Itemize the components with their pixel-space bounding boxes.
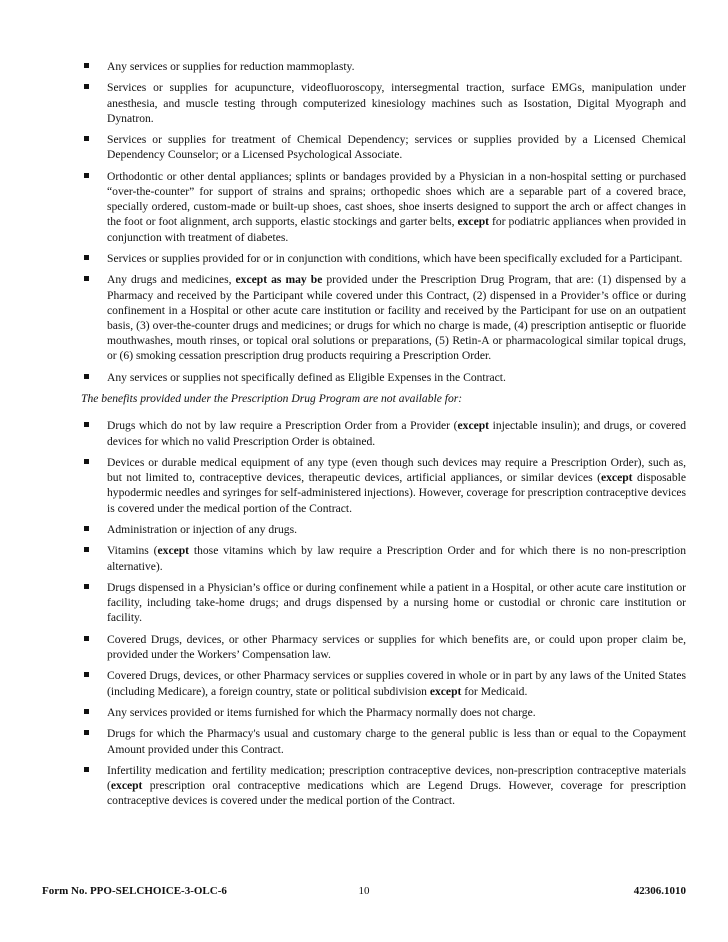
emphasis-text: except (157, 544, 190, 558)
page-footer (42, 885, 686, 897)
bullet-icon (84, 730, 89, 735)
page-number: 10 (358, 885, 370, 897)
list-item (83, 543, 686, 573)
bullet-icon (84, 526, 89, 531)
list-item (83, 668, 686, 698)
item-text: Vitamins ( (107, 544, 158, 558)
prescription-exclusions-list (83, 418, 686, 808)
document-body (83, 59, 686, 815)
bullet-icon (84, 547, 89, 552)
item-text: Any services provided or items furnished for which the Pharmacy normally does not charge. (107, 705, 536, 719)
item-text: prescription oral contraceptive medications which are Legend Drugs. However, coverage for prescription contraceptive devices is covered under the medical portion of the Contract. (107, 779, 686, 808)
bullet-icon (84, 84, 89, 89)
list-item (83, 418, 686, 448)
emphasis-text: except (457, 215, 490, 229)
list-item (83, 522, 686, 537)
item-text: Services or supplies for treatment of Chemical Dependency; services or supplies provided by a Licensed Chemical Dependency Counselor; or a Licensed Psychological Associate. (107, 133, 686, 162)
item-text: Devices or durable medical equipment of any type (even though such devices may require a Prescription Order), such as, but not limited to, contraceptive devices, therapeutic devices, artificial appliances, or similar devices ( (107, 455, 686, 485)
bullet-icon (84, 255, 89, 260)
item-text: Services or supplies for acupuncture, videofluoroscopy, intersegmental traction, surface EMGs, manipulation under anesthesia, and muscle testing through computerized kinesiology machines such as Isostation, Digital Myograph and Dynatron. (107, 81, 686, 125)
item-text: Services or supplies provided for or in conjunction with conditions, which have been specifically excluded for a Participant. (107, 251, 683, 265)
list-item (83, 169, 686, 245)
bullet-icon (84, 636, 89, 641)
emphasis-text: except (600, 471, 633, 485)
item-text: for podiatric appliances when provided in conjunction with treatment of diabetes. (107, 215, 686, 244)
item-text: Orthodontic or other dental appliances; splints or bandages provided by a Physician in a non-hospital setting or purchased “over-the-counter” for support of strains and sprains; orthopedic shoes which are a separable part of a covered brace, specially ordered, custom-made or built-up shoes, cast shoes, shoe inserts designed to support the arch or affect changes in the foot or foot alignment, arch supports, elastic stockings and garter belts, (107, 169, 686, 229)
item-text: Any services or supplies for reduction mammoplasty. (107, 60, 355, 73)
bullet-icon (84, 709, 89, 714)
bullet-icon (84, 584, 89, 589)
list-item (83, 132, 686, 162)
emphasis-text: except (429, 684, 462, 698)
list-item (83, 580, 686, 626)
item-text: Drugs which do not by law require a Prescription Order from a Provider ( (107, 419, 458, 433)
item-text: Any drugs and medicines, (107, 273, 236, 287)
bullet-icon (84, 767, 89, 772)
list-item (83, 251, 686, 266)
item-text: Drugs dispensed in a Physician’s office or during confinement while a patient in a Hospital, or other acute care institution or facility, including take-home drugs; and drugs dispensed by a nursing home or custodial or chronic care institution or facility. (107, 580, 686, 625)
section-heading: The benefits provided under the Prescription Drug Program are not available for: (81, 392, 463, 406)
bullet-icon (84, 422, 89, 427)
item-text: Infertility medication and fertility medication; prescription contraceptive devices, non-prescription contraceptive materials ( (107, 763, 686, 793)
list-item (83, 705, 686, 720)
item-text: Administration or injection of any drugs. (107, 522, 297, 536)
list-item (83, 763, 686, 809)
item-text: disposable hypodermic needles and syringes for self-administered injections). However, coverage for prescription contraceptive devices is covered under the medical portion of the Contract. (107, 471, 687, 515)
emphasis-text: except as may be (235, 273, 323, 287)
list-item (83, 272, 686, 363)
form-number: Form No. PPO-SELCHOICE-3-OLC-6 (42, 885, 227, 897)
emphasis-text: except (457, 419, 490, 433)
item-text: provided under the Prescription Drug Program, that are: (1) dispensed by a Pharmacy and received by the Participant while covered under this Contract, (2) dispensed in a Provider’s office or during confinement in a Hospital or other acute care institution or facility and received by the Participant for use on an outpatient basis, (3) over-the-counter drugs and medicines; or drugs for which no charge is made, (4) prescription antiseptic or fluoride mouthwashes, mouth rinses, or topical oral solutions or preparations, (5) Retin-A or pharmacological similar topical drugs, or (6) smoking cessation prescription drug products requiring a Prescription Order. (107, 273, 686, 363)
bullet-icon (84, 276, 89, 281)
list-item (83, 80, 686, 126)
bullet-icon (84, 63, 89, 68)
bullet-icon (84, 374, 89, 379)
item-text: Any services or supplies not specifically defined as Eligible Expenses in the Contract. (107, 370, 506, 384)
item-text: Covered Drugs, devices, or other Pharmacy services or supplies covered in whole or in part by any laws of the United States (including Medicare), a foreign country, state or political subdivision (107, 669, 686, 698)
emphasis-text: except (110, 779, 143, 793)
item-text: Covered Drugs, devices, or other Pharmacy services or supplies for which benefits are, or could upon proper claim be, provided under the Workers’ Compensation law. (107, 632, 686, 661)
item-text: injectable insulin); and drugs, or covered devices for which no valid Prescription Order is obtained. (107, 419, 686, 448)
list-item (83, 59, 686, 74)
list-item (83, 632, 686, 662)
bullet-icon (84, 136, 89, 141)
list-item (83, 370, 686, 385)
list-item (83, 726, 686, 756)
document-code: 42306.1010 (633, 885, 686, 897)
list-item (83, 455, 686, 516)
bullet-icon (84, 672, 89, 677)
item-text: for Medicaid. (461, 684, 528, 698)
item-text: Drugs for which the Pharmacy's usual and customary charge to the general public is less than or equal to the Copayment Amount provided under this Contract. (107, 727, 686, 756)
bullet-icon (84, 459, 89, 464)
exclusions-list (83, 59, 686, 385)
item-text: those vitamins which by law require a Prescription Order and for which there is no non-prescription alternative). (107, 544, 686, 573)
bullet-icon (84, 173, 89, 178)
